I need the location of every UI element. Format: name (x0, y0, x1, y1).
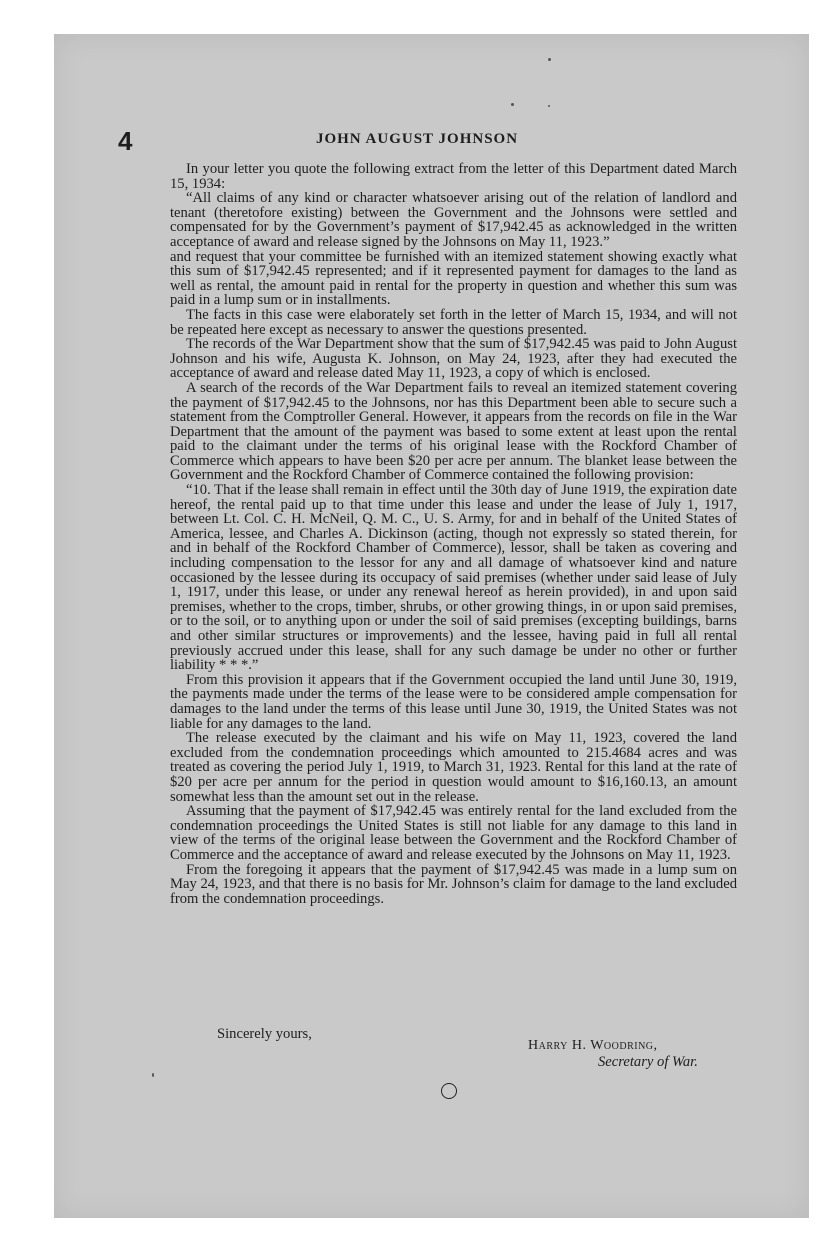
circle-mark-icon (441, 1083, 457, 1099)
scan-speck (548, 58, 551, 61)
scan-speck (152, 1073, 154, 1077)
paragraph-release: The release executed by the claimant and his wife on May 11, 1923, covered the land excluded from the condemnation proceedings which amounted to 215.4684 acres and was treated as covering the period July 1, 1919, to March 31, 1923. Rental for this land at the rate of $20 per acre per annum for the period in question would amount to $16,160.13, an amount somewhat less than the amount set out in the release. (170, 730, 737, 805)
quoted-extract: “All claims of any kind or character whatsoever arising out of the relation of landlord and tenant (theretofore existing) between the Government and the Johnsons were settled and compensated for by the Government’s payment of $17,942.45 as acknowledged in the written acceptance of award and release signed by the Johnsons on May 11, 1923.” (170, 190, 737, 250)
signer-name: Harry H. Woodring, (528, 1038, 658, 1053)
paragraph-assumption: Assuming that the payment of $17,942.45 was entirely rental for the land excluded from the condemnation proceedings the United States is still not liable for any damage to this land in view of the terms of the original lease between the Government and the Rockford Chamber of Commerce and the acceptance of award and release executed by the Johnsons on May 11, 1923. (170, 803, 737, 863)
paragraph-facts: The facts in this case were elaborately set forth in the letter of March 15, 1934, and will not be repeated here except as necessary to answer the questions presented. (170, 306, 737, 338)
paragraph-records: The records of the War Department show that the sum of $17,942.45 was paid to John August Johnson and his wife, Augusta K. Johnson, on May 24, 1923, after they had executed the acceptance of award and release dated May 11, 1923, a copy of which is enclosed. (170, 336, 737, 382)
signer-title: Secretary of War. (598, 1054, 698, 1070)
paragraph-search: A search of the records of the War Department fails to reveal an itemized statement covering the payment of $17,942.45 to the Johnsons, nor has this Department been able to secure such a statement from the Comptroller General. However, it appears from the records on file in the War Department that the amount of the payment was based to some extent at least upon the rental paid to the claimant under the terms of his original lease with the Rockford Chamber of Commerce which appears to have been $20 per acre per annum. The blanket lease between the Government and the Rockford Chamber of Commerce contained the following provision: (170, 379, 737, 484)
paragraph-provision-analysis: From this provision it appears that if the Government occupied the land until June 30, 1919, the payments made under the terms of the lease were to be considered ample compensation for damages to the land under the terms of this lease until June 30, 1919, the United States was not liable for any damages to the land. (170, 671, 737, 732)
paragraph-request: and request that your committee be furnished with an itemized statement showing exactly what this sum of $17,942.45 represented; and if it represented payment for damages to the land as well as rental, the amount paid in rental for the property in question and whether this sum was paid in a lump sum or in installments. (170, 248, 737, 309)
paragraph-conclusion: From the foregoing it appears that the payment of $17,942.45 was made in a lump sum on May 24, 1923, and that there is no basis for Mr. Johnson’s claim for damage to the land excluded from the condemnation proceedings. (170, 861, 737, 907)
closing-salutation: Sincerely yours, (217, 1026, 312, 1042)
page-number: 4 (118, 126, 133, 156)
paragraph-intro: In your letter you quote the following extract from the letter of this Department dated March 15, 1934: (170, 161, 737, 192)
scan-speck (511, 103, 514, 106)
quoted-lease-provision: “10. That if the lease shall remain in effect until the 30th day of June 1919, the expiration date hereof, the rental paid up to that time under this lease and under the lease of July 1, 1917, between Lt. Col. C. H. McNeil, Q. M. C., U. S. Army, for and in behalf of the United States of America, lessee, and Charles A. Dickinson (acting, though not expressly so stated therein, for and in behalf of the Rockford Chamber of Commerce), lessor, shall be taken as covering and including compensation to the lessor for any and all damage of whatsoever kind and nature occasioned by the lessee during its occupacy of said premises (whether under said lease of July 1, 1917, under this lease, or under any renewal hereof as herein provided), in and upon said premises, whether to the crops, timber, shrubs, or other growing things, in or upon said premises, or to the soil, or to anything upon or under the soil of said premises (excepting buildings, barns and other similar structures or improvements) and the lessee, having paid in full all rental previously accrued under this lease, shall for any such damage be under no other or further liability * * *.” (170, 482, 737, 674)
scan-speck (548, 105, 550, 107)
running-head: JOHN AUGUST JOHNSON (315, 131, 519, 147)
letter-body (170, 162, 737, 906)
